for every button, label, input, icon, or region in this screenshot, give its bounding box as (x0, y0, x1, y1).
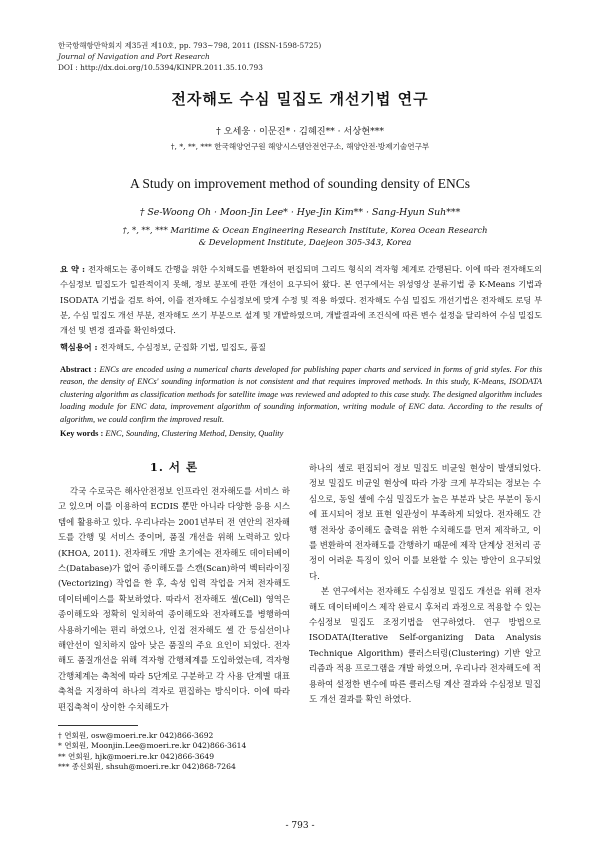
journal-citation: 한국항해항만학회지 제35권 제10호, pp. 793~798, 2011 (ISSN-1598-5725) (58, 41, 322, 50)
paper-title-korean: 전자해도 수심 밀집도 개선기법 연구 (171, 90, 429, 108)
keywords-korean-label: 핵심용어 : (60, 342, 98, 352)
footnote-corresponding-author: † 연회원, osw@moeri.re.kr 042)866-3692 (58, 731, 214, 740)
abstract-korean-label: 요 약 : (60, 264, 86, 274)
footnote-divider (58, 725, 138, 726)
paper-title-english: A Study on improvement method of sounding density of ENCs (129, 176, 471, 191)
footnote-author: ** 연회원, hjk@moeri.re.kr 042)866-3649 (58, 751, 215, 761)
body-paragraph: 각국 수로국은 해사안전정보 인프라인 전자해도를 서비스 하고 있으며 이를 이용하여 ECDIS 뿐만 아니라 다양한 응용 시스템에 활용하고 있다. 우리나라는 2001년부터 전 연안의 전자해도를 간행 및 서비스 중이며, 품질 개선을 위해 노력하고 있다(KHOA, 2011). 전자해도 개발 초기에는 전자해도 데이터베이스(Database)가 없어 종이해도를 스캔(Scan)하여 벡터라이징(Vectorizing) 작업을 한 후, 속성 입력 작업을 거쳐 전자해도 데이터베이스를 확보하였다. 따라서 전자해도 셀(Cell) 영역은 종이해도와 정확히 일치하여 종이해도와 전자해도를 병행하여 사용하기에는 편리 하였으나, 인접 전자해도 셀 간 등심선이나 해안선이 일치하지 않아 낮은 품질의 주요 요인이 되었다. 전자해도 품질개선을 위해 격자형 간행체계를 도입하였는데, 격자형 간행체계는 축척에 따라 5단계로 구분하고 각 사용 단계별 대표 축척을 지정하여 하나의 격자로 편집하는 방식이다. 이에 따라 편집축척이 상이한 수치해도가 (58, 486, 290, 712)
keywords-korean-text: 전자해도, 수심정보, 군집화 기법, 밀집도, 품질 (100, 342, 266, 352)
footnote-author: * 연회원, Moonjin.Lee@moeri.re.kr 042)866-3614 (58, 741, 247, 751)
body-column-left (58, 484, 290, 715)
affiliation-english: †, *, **, *** Maritime & Ocean Engineering Research Institute, Korea Ocean Research & Development Institute, Daejeon 305-343, Korea (122, 225, 488, 247)
journal-name-en: Journal of Navigation and Port Research (58, 52, 210, 61)
body-column-right (309, 461, 541, 708)
abstract-english-text: ENCs are encoded using a numerical charts developed for publishing paper charts and serviced in forms of grid styles. For this reason, the density of ENCs' sounding information is not consistent and that requires improved methods. In this study, K-Means, ISODATA clustering algorithm as classification methods for satellite image was reviewed and adopted to this case study. The designed algorithm includes loading module for ENC data, improvement algorithm of sounding information, writing module of ENC data. According to the results of algorithm, we could confirm the improved result. (60, 365, 542, 424)
keywords-korean (60, 340, 542, 355)
abstract-korean-text: 전자해도는 종이해도 간행을 위한 수치해도를 변환하여 편집되며 그리드 형식의 격자형 체계로 간행된다. 이에 따라 전자해도의 수심정보 밀집도가 일관적이지 못해, 정보 분포에 관한 개선이 요구되어 왔다. 본 연구에서는 위성영상 분류기법 중 K-Means 기법과 ISODATA 기법을 검토 하여, 이를 전자해도 수심정보에 맞게 수정 및 적용 하였다. 전자해도 수심 밀집도 개선기법은 전자해도 로딩 부분, 수심 밀집도 개선 부분, 전자해도 쓰기 부분으로 설계 및 개발하였으며, 개발결과에 조건식에 따른 변수 설정을 달리하여 수심 밀집도 개선 및 변경 결과를 확인하였다. (60, 264, 542, 336)
page-number: - 793 - (285, 821, 315, 831)
abstract-english-label: Abstract : (60, 365, 97, 374)
abstract-korean (60, 262, 542, 338)
keywords-english (60, 426, 542, 441)
section-heading-introduction: 1. 서 론 (149, 460, 199, 474)
abstract-english (60, 364, 542, 426)
journal-header (58, 40, 321, 73)
body-paragraph: 하나의 셀로 편집되어 정보 밀집도 비균일 현상이 발생되었다. 정보 밀집도 비균일 현상에 따라 가장 크게 부각되는 정보는 수심으로, 동일 셀에 수심 밀집도가 높은 부분과 낮은 부분이 동시에 표시되어 정보 표현 일관성이 부족하게 되었다. 전자해도 간행 전차상 종이해도 출력을 위한 수치해도를 먼저 제작하고, 이를 변환하여 전자해도를 간행하기 때문에 제작 단계상 전처리 공정이 어려운 특징이 있어 이를 보완할 수 있는 방안이 요구되었다. (309, 463, 541, 581)
authors-korean: † 오세웅 · 이문진* · 김혜진** · 서상현*** (216, 126, 384, 137)
footnotes (58, 731, 246, 773)
footnote-author: *** 종신회원, shsuh@moeri.re.kr 042)868-7264 (58, 762, 236, 772)
keywords-english-label: Key words : (60, 429, 104, 438)
affiliation-korean: †, *, **, *** 한국해양연구원 해양시스템안전연구소, 해양안전·방제기술연구부 (170, 142, 430, 151)
keywords-english-text: ENC, Sounding, Clustering Method, Density, Quality (105, 429, 284, 438)
doi-line[interactable]: DOI : http://dx.doi.org/10.5394/KINPR.2011.35.10.793 (58, 63, 263, 72)
authors-english: † Se-Woong Oh · Moon-Jin Lee* · Hye-Jin Kim** · Sang-Hyun Suh*** (139, 207, 461, 218)
body-paragraph: 본 연구에서는 전자해도 수심정보 밀집도 개선을 위해 전자해도 데이터베이스 제작 완료시 후처리 과정으로 적용할 수 있는 수심정보 밀집도 조정기법을 연구하였다. 연구 방법으로 ISODATA(Iterative Self-organizing Data Analysis Technique Algorithm) 클러스터링(Clustering) 기반 알고리즘과 적용 프로그램을 개발 하였으며, 우리나라 전자해도에 적용하여 설정한 변수에 따른 클러스팅 계산 결과와 수심정보 밀집도 개선 결과를 확인 하였다. (309, 586, 541, 705)
